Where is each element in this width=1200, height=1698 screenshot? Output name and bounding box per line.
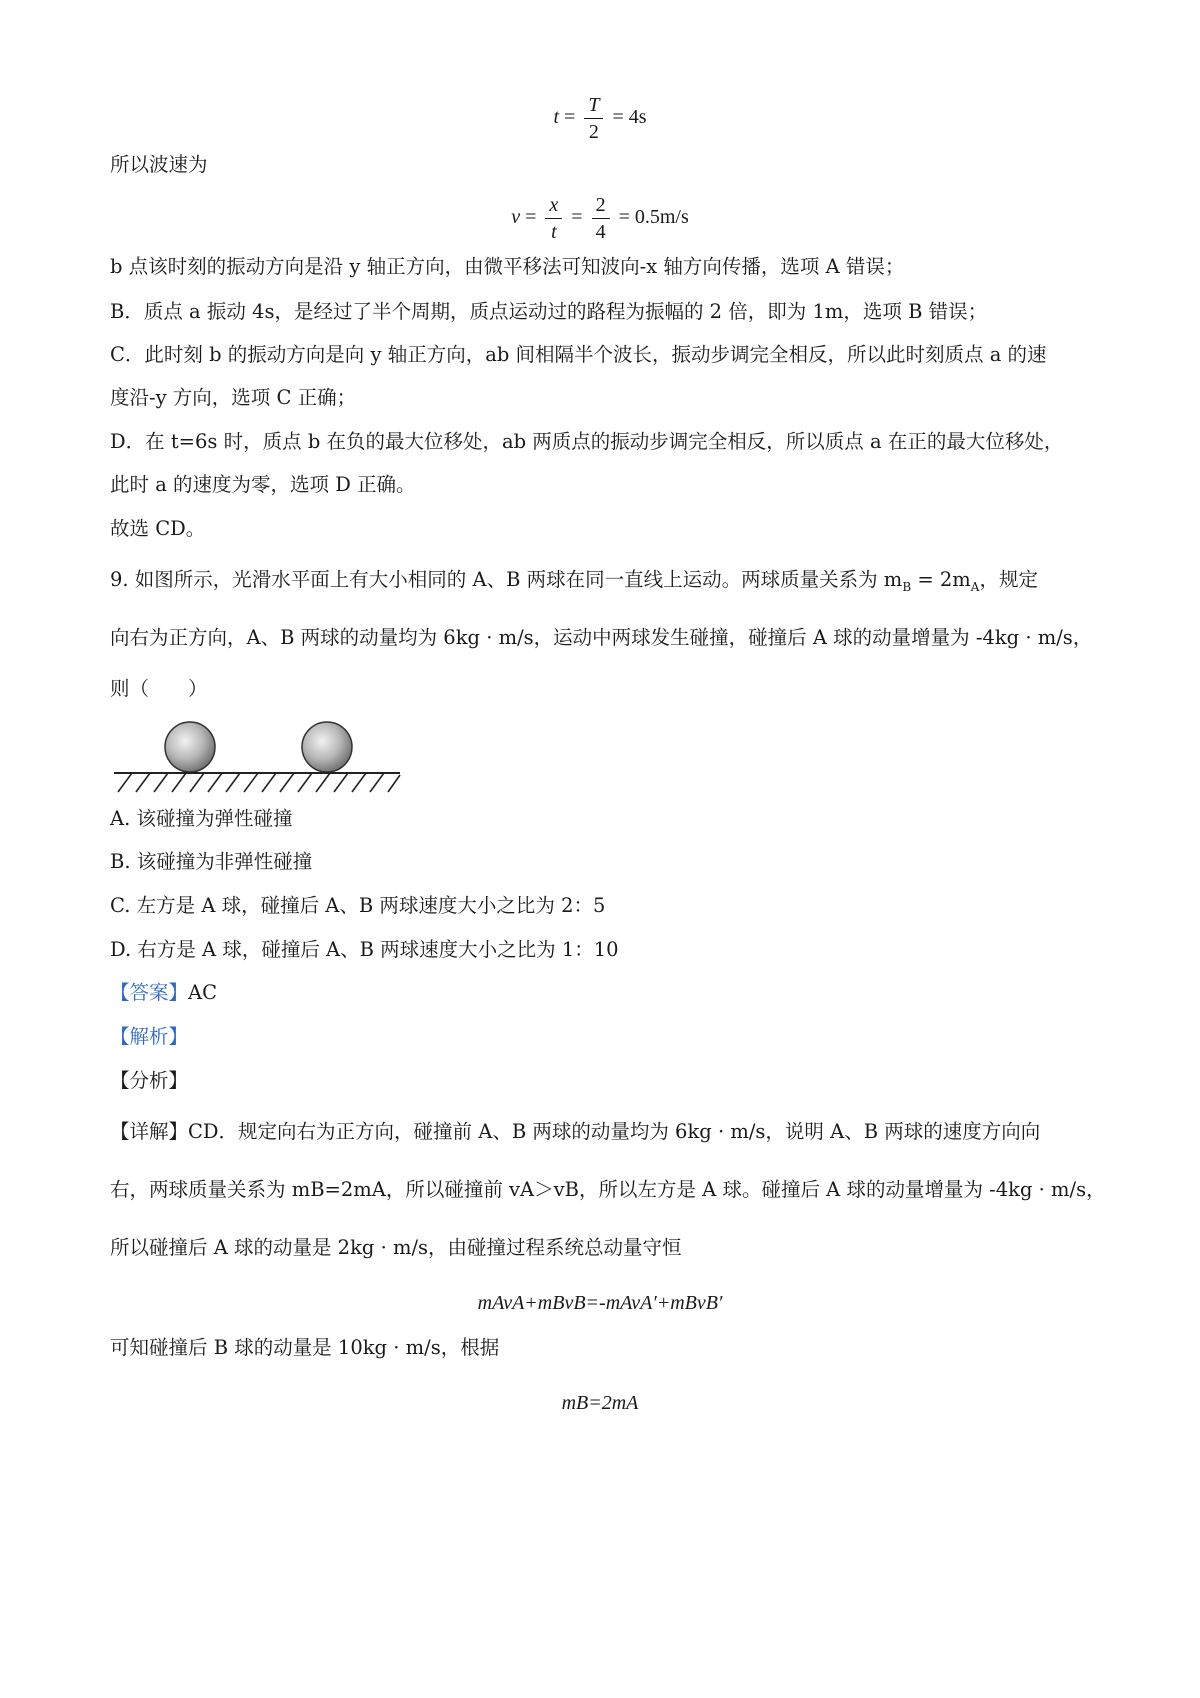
option-c: C. 左方是 A 球，碰撞后 A、B 两球速度大小之比为 2：5 xyxy=(110,894,606,917)
option-b: B. 该碰撞为非弹性碰撞 xyxy=(110,850,313,873)
eq2-fraction-1 xyxy=(545,192,562,245)
eq1-fraction xyxy=(584,92,603,145)
detail-line-1: 【详解】CD．规定向右为正方向，碰撞前 A、B 两球的动量均为 6kg · m/s，说明 A、B 两球的速度方向向 xyxy=(110,1120,1041,1143)
equation-mass-relation: mB=2mA xyxy=(561,1392,639,1414)
subscript-b: B xyxy=(902,579,912,594)
equation-momentum: mAvA+mBvB=-mAvA′+mBvB′ xyxy=(477,1292,723,1314)
analysis-tag: 【解析】 xyxy=(110,1025,189,1048)
equation-period: t = $\frac{T}{2}$ = 4s xyxy=(553,94,647,143)
eq1-lhs: t xyxy=(553,106,560,129)
answer-line xyxy=(110,979,1100,1007)
question-9-text-end: ，规定 xyxy=(979,568,1038,591)
eq2-num1: x xyxy=(545,192,562,219)
detail-line-4: 可知碰撞后 B 球的动量是 10kg · m/s，根据 xyxy=(110,1336,500,1359)
option-a: A. 该碰撞为弹性碰撞 xyxy=(110,807,293,830)
detail-line-3: 所以碰撞后 A 球的动量是 2kg · m/s，由碰撞过程系统总动量守恒 xyxy=(110,1236,682,1259)
question-9-mass-relation: = 2m xyxy=(911,568,971,591)
equation-wavespeed: v = $\frac{x}{t}$ = $\frac{2}{4}$ = 0.5m/s xyxy=(511,194,689,243)
question-9-line-1 xyxy=(110,566,1100,601)
eq2-lhs: v xyxy=(511,206,521,229)
eq2-den1: t xyxy=(551,221,557,243)
ball-right xyxy=(302,722,352,772)
text-line: 此时 a 的速度为零，选项 D 正确。 xyxy=(110,473,416,496)
eq1-numerator: T xyxy=(584,92,603,119)
answer-tag: 【答案】 xyxy=(110,981,189,1004)
wavespeed-intro: 所以波速为 xyxy=(110,153,208,176)
eq1-rhs: = 4s xyxy=(612,106,647,129)
text-line: B．质点 a 振动 4s，是经过了半个周期，质点运动过的路程为振幅的 2 倍，即为 1m，选项 B 错误； xyxy=(110,300,988,323)
detail-line-2: 右，两球质量关系为 mB=2mA，所以碰撞前 vA＞vB，所以左方是 A 球。碰撞后 A 球的动量增量为 -4kg · m/s， xyxy=(110,1178,1106,1201)
text-line: C．此时刻 b 的振动方向是向 y 轴正方向，ab 间相隔半个波长，振动步调完全相反，所以此时刻质点 a 的速 xyxy=(110,343,1047,366)
text-line: b 点该时刻的振动方向是沿 y 轴正方向，由微平移法可知波向-x 轴方向传播，选项 A 错误； xyxy=(110,255,905,278)
fenxi-tag: 【分析】 xyxy=(110,1069,189,1092)
eq2-fraction-2 xyxy=(592,192,610,245)
eq2-den2: 4 xyxy=(595,221,606,243)
text-line: 度沿-y 方向，选项 C 正确； xyxy=(110,386,357,409)
text-line: 故选 CD。 xyxy=(110,517,206,540)
question-9-line-2: 向右为正方向，A、B 两球的动量均为 6kg · m/s，运动中两球发生碰撞，碰撞后 A 球的动量增量为 -4kg · m/s， xyxy=(110,626,1093,649)
answer-value: AC xyxy=(188,981,218,1004)
eq2-rhs: = 0.5m/s xyxy=(618,206,689,229)
two-balls-figure xyxy=(112,720,402,798)
option-d: D. 右方是 A 球，碰撞后 A、B 两球速度大小之比为 1：10 xyxy=(110,938,619,961)
text-line: D．在 t=6s 时，质点 b 在负的最大位移处，ab 两质点的振动步调完全相反，所以质点 a 在正的最大位移处， xyxy=(110,430,1064,453)
ground-hatching xyxy=(118,773,400,792)
eq2-num2: 2 xyxy=(592,192,610,219)
eq1-denominator: 2 xyxy=(588,121,599,143)
question-9-line-3: 则（ ） xyxy=(110,677,208,700)
question-9-text: 9. 如图所示，光滑水平面上有大小相同的 A、B 两球在同一直线上运动。两球质量关系为 m xyxy=(110,568,903,591)
subscript-a: A xyxy=(970,579,980,594)
ball-left xyxy=(165,722,215,772)
